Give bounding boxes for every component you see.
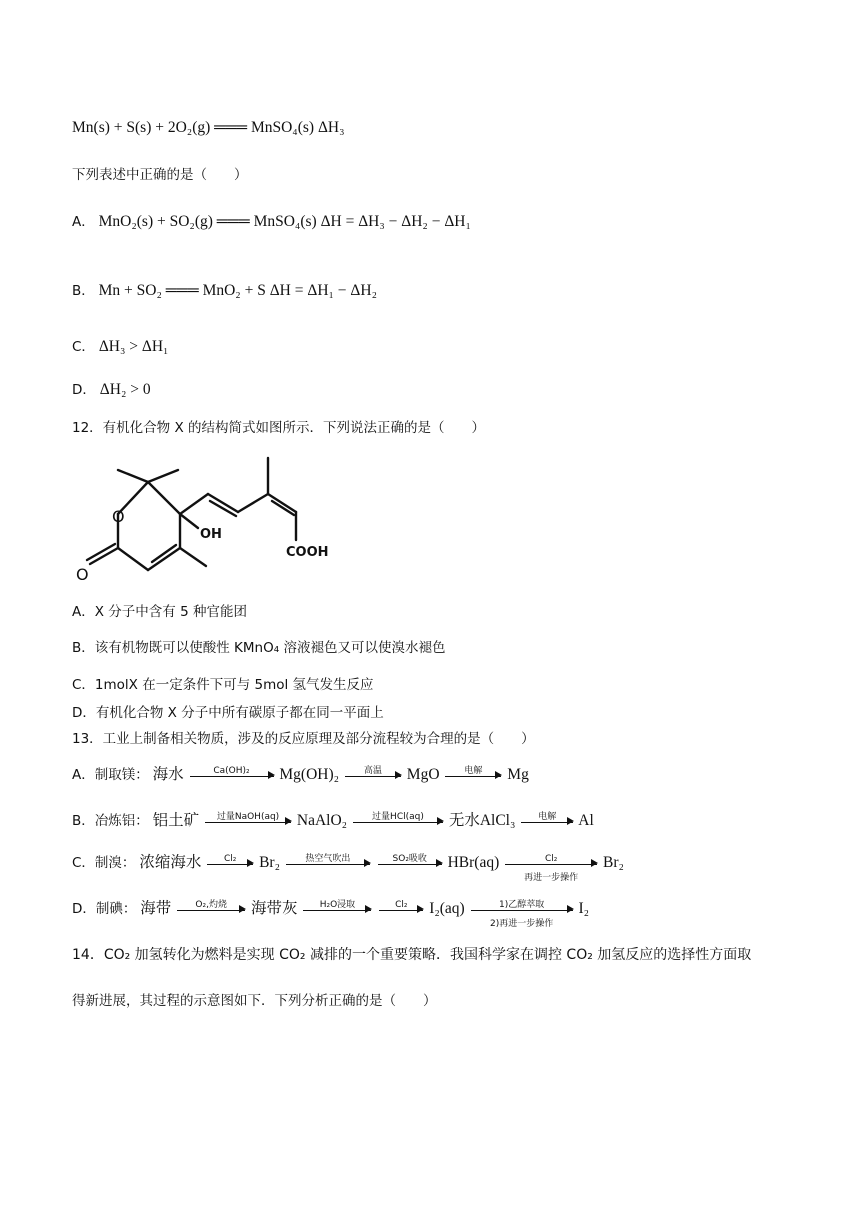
species: MgO <box>406 766 440 783</box>
option-text: ΔH₃ > ΔH₁ <box>98 338 169 355</box>
species: 海水 <box>152 766 184 783</box>
species: Mg <box>507 766 529 783</box>
q13-stem: 13．工业上制备相关物质，涉及的反应原理及部分流程较为合理的是（ ） <box>72 731 535 747</box>
option-label: A．制取镁： <box>72 767 149 783</box>
species: HBr(aq) <box>447 854 500 871</box>
q12-stem: 12．有机化合物 X 的结构简式如图所示．下列说法正确的是（ ） <box>72 420 486 436</box>
reaction-arrow: 1)乙醇萃取 2)再进一步操作 <box>471 908 573 911</box>
species: I₂ <box>578 900 590 917</box>
q14-line-2: 得新进展，其过程的示意图如下．下列分析正确的是（ ） <box>72 993 437 1009</box>
cooh-label: COOH <box>286 545 329 560</box>
q11-option-b <box>72 281 377 301</box>
q12-option-d: D．有机化合物 X 分子中所有碳原子都在同一平面上 <box>72 705 384 721</box>
q12-option-a: A．X 分子中含有 5 种官能团 <box>72 604 247 620</box>
q13-option-a <box>72 765 529 785</box>
q11-stem: 下列表述中正确的是（ ） <box>72 167 248 183</box>
option-label: B． <box>72 283 95 299</box>
species: 海带灰 <box>251 900 298 917</box>
reaction-arrow: H₂O浸取 <box>303 908 371 911</box>
reaction-arrow: Ca(OH)₂ <box>190 774 274 777</box>
option-label: D． <box>72 382 96 398</box>
species: Br₂ <box>603 854 624 871</box>
species: I₂(aq) <box>429 900 465 917</box>
option-label: D．制碘： <box>72 901 137 917</box>
species: 铝土矿 <box>152 812 200 829</box>
reaction-arrow: Cl₂ 再进一步操作 <box>505 862 597 865</box>
option-text: ΔH₂ > 0 <box>99 381 151 398</box>
oh-label: OH <box>200 527 222 542</box>
reaction-arrow: 电解 <box>521 820 573 823</box>
option-label: C． <box>72 339 95 355</box>
reaction-arrow: Cl₂ <box>207 862 253 865</box>
species: 海带 <box>140 900 172 917</box>
q13-option-d <box>72 899 590 929</box>
q13-option-b <box>72 811 594 831</box>
q12-option-c: C．1molX 在一定条件下可与 5mol 氢气发生反应 <box>72 677 374 693</box>
reaction-arrow: SO₂吸收 <box>378 862 442 865</box>
species: 无水AlCl₃ <box>448 812 516 829</box>
reaction-arrow: 热空气吹出 <box>286 862 370 865</box>
svg-text:O: O <box>112 507 125 526</box>
q11-option-c <box>72 337 168 357</box>
reaction-arrow: Cl₂ <box>379 908 423 911</box>
option-text: Mn + SO₂ ═══ MnO₂ + S ΔH = ΔH₁ − ΔH₂ <box>98 282 377 299</box>
species: Mg(OH)₂ <box>279 766 340 783</box>
option-label: A． <box>72 214 95 230</box>
structure-of-x <box>68 452 358 592</box>
equation-3: Mn(s) + S(s) + 2O₂(g) ═══ MnSO₄(s) ΔH₃ <box>72 119 345 136</box>
q12-option-b: B．该有机物既可以使酸性 KMnO₄ 溶液褪色又可以使溴水褪色 <box>72 640 446 656</box>
species: Br₂ <box>259 854 280 871</box>
q11-option-a <box>72 212 471 232</box>
option-label: B．冶炼铝： <box>72 813 149 829</box>
svg-text:O: O <box>76 565 89 584</box>
option-label: C．制溴： <box>72 855 136 871</box>
reaction-arrow: 高温 <box>345 774 401 777</box>
species: 浓缩海水 <box>139 854 202 871</box>
q13-option-c <box>72 853 624 883</box>
option-text: MnO₂(s) + SO₂(g) ═══ MnSO₄(s) ΔH = ΔH₃ − ΔH₂ − ΔH₁ <box>98 213 471 230</box>
species: NaAlO₂ <box>296 812 348 829</box>
reaction-arrow: 过量NaOH(aq) <box>205 820 291 823</box>
species: Al <box>578 812 594 829</box>
reaction-arrow: 过量HCl(aq) <box>353 820 443 823</box>
reaction-arrow: O₂,灼烧 <box>177 908 245 911</box>
reaction-arrow: 电解 <box>445 774 501 777</box>
q14-line-1: 14．CO₂ 加氢转化为燃料是实现 CO₂ 减排的一个重要策略．我国科学家在调控 CO₂ 加氢反应的选择性方面取 <box>72 947 752 963</box>
q11-option-d <box>72 380 151 400</box>
